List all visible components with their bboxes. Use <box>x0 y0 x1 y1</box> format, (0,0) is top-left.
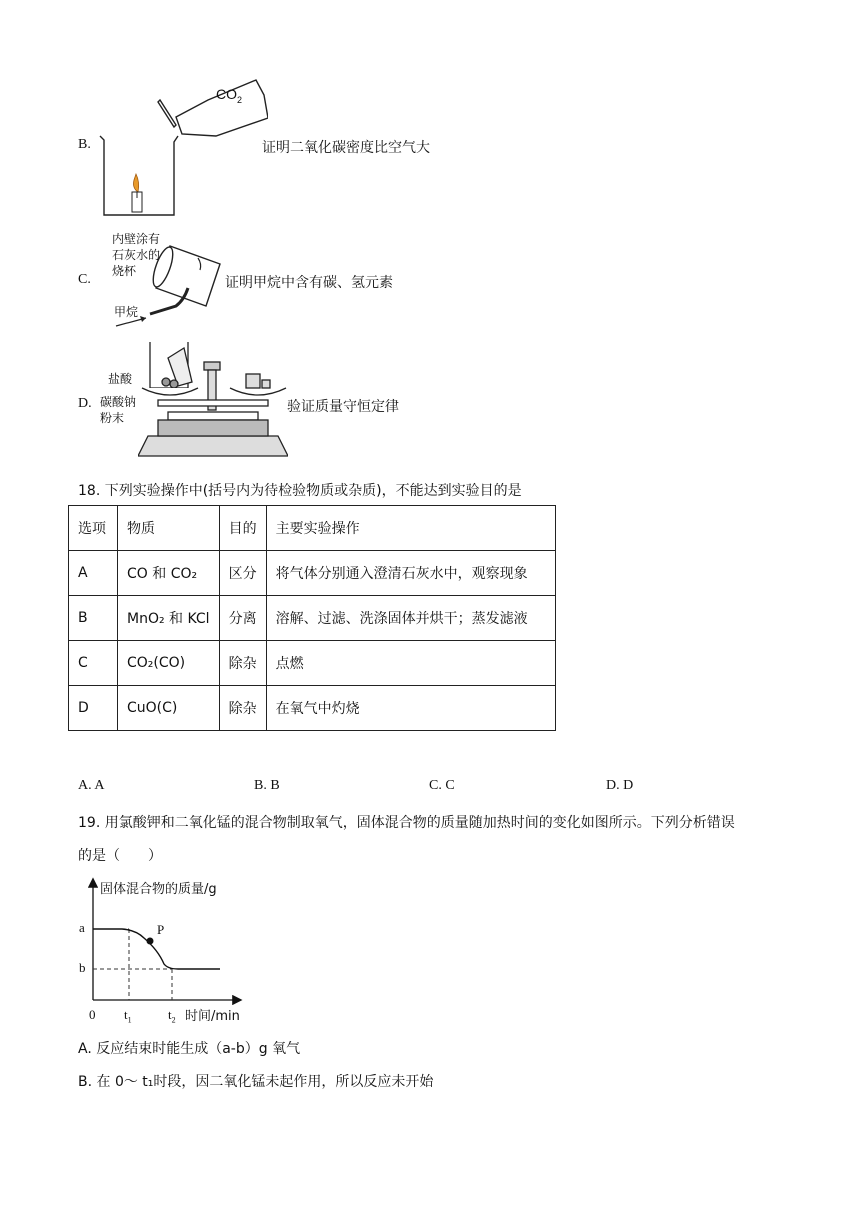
answer-b: B. B <box>254 778 280 793</box>
answer-c: C. C <box>429 778 455 793</box>
header-cell: 目的 <box>219 506 266 551</box>
beaker-label-line2: 石灰水的 <box>112 248 161 262</box>
balance-label-line2: 粉末 <box>100 411 125 425</box>
option-d-caption: 验证质量守恒定律 <box>287 399 399 415</box>
chart-point-label: P <box>157 922 165 937</box>
table-row <box>69 551 556 596</box>
chart-xlabel: 时间/min <box>185 1009 240 1024</box>
table-cell: D <box>69 686 118 731</box>
option-c-caption: 证明甲烷中含有碳、氢元素 <box>225 275 393 291</box>
co2-bottle-label: $CO_2$ <box>216 86 243 105</box>
balance-label-line1: 碳酸钠 <box>100 395 137 409</box>
beaker-label-line1: 内壁涂有 <box>112 232 161 246</box>
table-row <box>69 686 556 731</box>
methane-label: 甲烷 <box>114 305 139 319</box>
option-d-letter: D. <box>78 396 92 411</box>
candle-icon <box>132 174 142 212</box>
balance-label-hcl: 盐酸 <box>108 372 133 386</box>
table-cell: 溶解、过滤、洗涤固体并烘干；蒸发滤液 <box>266 596 555 641</box>
header-cell: 物质 <box>118 506 220 551</box>
table-cell: B <box>69 596 118 641</box>
chart-x-tick-t2: $t_2$ <box>168 1007 176 1025</box>
table-cell: A <box>69 551 118 596</box>
co2-bottle <box>158 80 268 136</box>
chart-x-tick-t1: $t_1$ <box>124 1007 132 1025</box>
table-cell: C <box>69 641 118 686</box>
beaker-label-line3: 烧杯 <box>112 264 137 278</box>
header-cell: 选项 <box>69 506 118 551</box>
table-cell: 除杂 <box>219 686 266 731</box>
q18-question: 18. 下列实验操作中(括号内为待检验物质或杂质)，不能达到实验目的是 <box>78 483 522 499</box>
q18-table <box>68 505 556 731</box>
answer-d: D. D <box>606 778 634 793</box>
methane-figure <box>110 240 230 330</box>
mass-time-chart <box>74 876 254 1024</box>
chart-y-tick-b: b <box>79 960 86 975</box>
table-cell: 点燃 <box>266 641 555 686</box>
chart-ylabel: 固体混合物的质量/g <box>100 882 217 897</box>
q19-option-b: B. 在 0～ t₁时段，因二氧化锰未起作用，所以反应未开始 <box>78 1074 434 1090</box>
chart-origin-label: 0 <box>89 1007 96 1022</box>
option-b-caption: 证明二氧化碳密度比空气大 <box>262 140 430 156</box>
table-cell: MnO₂ 和 KCl <box>118 596 220 641</box>
q19-option-a: A. 反应结束时能生成（a-b）g 氧气 <box>78 1041 301 1057</box>
table-cell: CuO(C) <box>118 686 220 731</box>
table-cell: 区分 <box>219 551 266 596</box>
option-b-letter: B. <box>78 137 91 152</box>
table-row <box>69 596 556 641</box>
q19-question-line1: 19. 用氯酸钾和二氧化锰的混合物制取氧气，固体混合物的质量随加热时间的变化如图所示。下列分析错误 <box>78 815 735 831</box>
co2-beaker-figure <box>98 70 268 220</box>
table-cell: 除杂 <box>219 641 266 686</box>
table-cell: CO 和 CO₂ <box>118 551 220 596</box>
balance-figure <box>138 340 288 466</box>
table-row <box>69 641 556 686</box>
header-cell: 主要实验操作 <box>266 506 555 551</box>
option-c-letter: C. <box>78 272 91 287</box>
answer-a: A. A <box>78 778 105 793</box>
table-cell: 分离 <box>219 596 266 641</box>
point-p <box>147 938 154 945</box>
table-cell: CO₂(CO) <box>118 641 220 686</box>
table-cell: 在氧气中灼烧 <box>266 686 555 731</box>
table-cell: 将气体分别通入澄清石灰水中，观察现象 <box>266 551 555 596</box>
chart-y-tick-a: a <box>79 920 85 935</box>
table-header-row <box>69 506 556 551</box>
q19-question-line2: 的是（ ） <box>78 848 162 864</box>
